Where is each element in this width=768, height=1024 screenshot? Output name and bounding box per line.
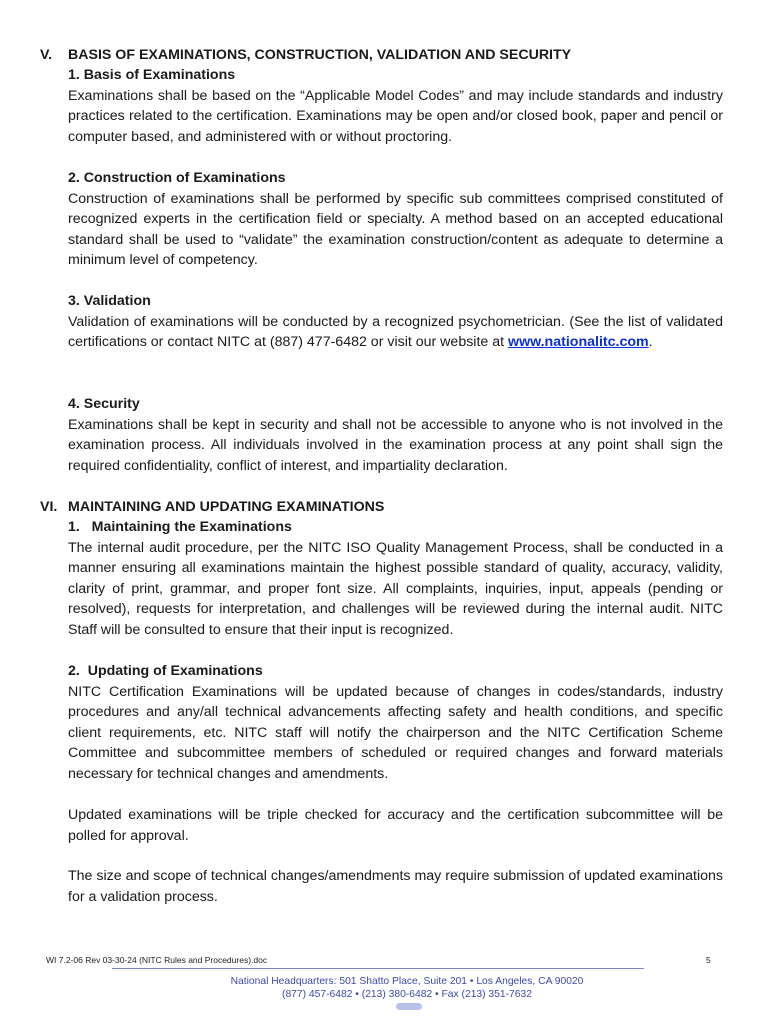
- maintaining-paragraph: The internal audit procedure, per the NITC ISO Quality Management Process, shall be conducted in a manner ensuring all examinations maintain the highest possible standard of quality, accuracy, validity, clarity of print, grammar, and proper font size. All complaints, inquiries, input, appeals (pending or resolved), requests for interpretation, and challenges will be reviewed during the internal audit. NITC Staff will be consulted to ensure that their input is recognized.: [68, 539, 723, 638]
- section-v-title: BASIS OF EXAMINATIONS, CONSTRUCTION, VALIDATION AND SECURITY: [68, 47, 572, 63]
- basis-paragraph: Examinations shall be based on the “Applicable Model Codes” and may include standards and industry practices related to the certification. Examinations may be open and/or closed book, paper and pencil or computer based, and administered with or without proctoring.: [68, 87, 723, 145]
- construction-heading: 2. Construction of Examinations: [68, 170, 286, 186]
- security-block: [68, 394, 723, 476]
- updating-paragraph-3: The size and scope of technical changes/amendments may require submission of updated examinations for a validation process.: [68, 868, 723, 905]
- updating-paragraph-1: NITC Certification Examinations will be updated because of changes in codes/standards, industry procedures and any/all technical advancements affecting safety and health conditions, and specific client requirements, etc. NITC staff will notify the chairperson and the NITC Certification Scheme Committee and subcommittee members of scheduled or required changes and forward materials necessary for technical changes and amendments.: [68, 683, 723, 782]
- footer-doc-ref: WI 7.2-06 Rev 03-30-24 (NITC Rules and Procedures).doc: [46, 955, 268, 965]
- updating-heading: 2. Updating of Examinations: [68, 663, 263, 679]
- maintaining-block: [68, 517, 723, 640]
- basis-block: [68, 65, 723, 147]
- section-v-heading: [40, 45, 571, 66]
- validation-heading: 3. Validation: [68, 293, 151, 309]
- updating-block: [68, 661, 723, 784]
- footer-logo-icon: [396, 1003, 422, 1010]
- construction-block: [68, 168, 723, 271]
- footer-page-number: 5: [706, 955, 711, 965]
- updating-block-2: [68, 805, 723, 846]
- security-paragraph: Examinations shall be kept in security and shall not be accessible to anyone who is not involved in the examination process. All individuals involved in the examination process at any point shall sign the required confidentiality, conflict of interest, and impartiality declaration.: [68, 416, 723, 474]
- section-vi-heading: [40, 497, 384, 518]
- security-heading: 4. Security: [68, 396, 140, 412]
- footer-hq-phones: (877) 457-6482 • (213) 380-6482 • Fax (213) 351-7632: [282, 989, 532, 1000]
- validation-period: .: [648, 334, 653, 350]
- website-link[interactable]: www.nationalitc.com: [508, 334, 649, 350]
- updating-paragraph-2: Updated examinations will be triple checked for accuracy and the certification subcommittee will be polled for approval.: [68, 807, 723, 844]
- validation-block: [68, 291, 723, 353]
- section-vi-number: VI.: [40, 499, 58, 515]
- section-v-number: V.: [40, 47, 53, 63]
- validation-paragraph: [68, 312, 723, 353]
- construction-paragraph: Construction of examinations shall be performed by specific sub committees comprised constituted of recognized experts in the certification field or specialty. A method based on an accepted educational standard shall be used to “validate” the examination construction/content as adequate to determine a minimum level of competency.: [68, 190, 723, 268]
- validation-text: Validation of examinations will be conducted by a recognized psychometrician. (See the list of validated certifications or contact NITC at (887) 477-6482 or visit our website at: [68, 313, 723, 350]
- basis-heading: 1. Basis of Examinations: [68, 67, 236, 83]
- section-vi-title: MAINTAINING AND UPDATING EXAMINATIONS: [68, 499, 385, 515]
- updating-block-3: [68, 866, 723, 907]
- footer-hq-address: National Headquarters: 501 Shatto Place, Suite 201 • Los Angeles, CA 90020: [230, 976, 584, 987]
- maintaining-heading: 1. Maintaining the Examinations: [68, 519, 292, 535]
- footer-divider: [112, 968, 644, 969]
